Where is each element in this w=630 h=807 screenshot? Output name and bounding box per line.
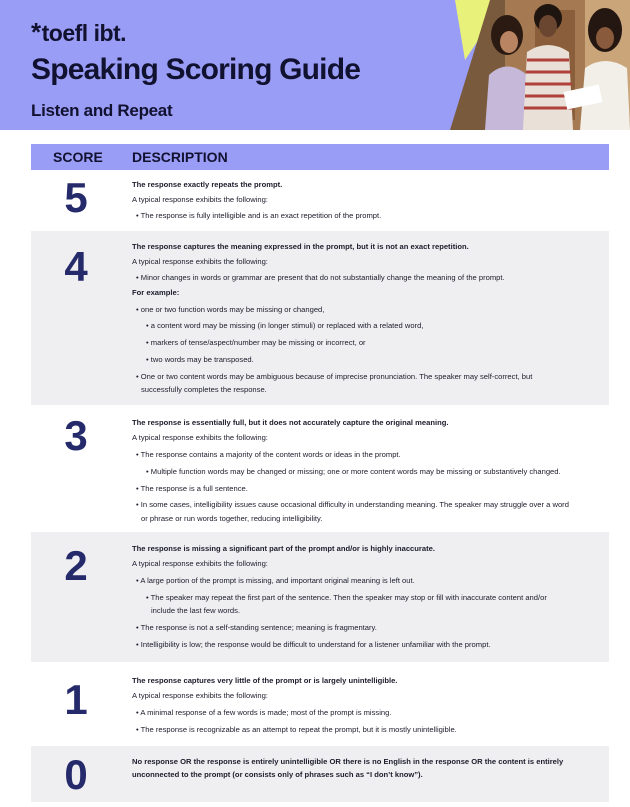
page-title: Speaking Scoring Guide — [31, 53, 361, 86]
list-item: • The response contains a majority of the content words or ideas in the prompt. — [136, 450, 401, 460]
summary: The response captures the meaning expressed in the prompt, but it is not an exact repetition. — [132, 242, 469, 251]
list-item: • The response is recognizable as an attempt to repeat the prompt, but it is mostly unintelligible. — [136, 724, 457, 734]
score-row-4 — [31, 231, 609, 405]
toefl-logo — [31, 17, 126, 48]
example-item: • two words may be transposed. — [146, 355, 254, 365]
score-row-5 — [31, 172, 609, 226]
table-header — [31, 144, 609, 170]
list-item-continued: or phrase or run words together, reducing intelligibility. — [141, 513, 323, 523]
logo-asterisk: * — [31, 17, 41, 47]
description-column-header: DESCRIPTION — [132, 149, 228, 165]
score-description — [132, 240, 602, 396]
list-item: • The response is fully intelligible and is an exact repetition of the prompt. — [136, 210, 382, 220]
score-value: 3 — [64, 412, 88, 459]
score-description — [132, 674, 602, 736]
score-value: 1 — [64, 676, 88, 723]
sub-item-continued: include the last few words. — [151, 606, 241, 616]
score-value: 4 — [64, 243, 88, 290]
list-item: • In some cases, intelligibility issues cause occasional difficulty in understanding meaning. The speaker may struggle over a word — [136, 500, 569, 510]
list-item: • Minor changes in words or grammar are present that do not substantially change the meaning of the prompt. — [136, 272, 505, 282]
list-item: • A minimal response of a few words is made; most of the prompt is missing. — [136, 708, 392, 718]
score-row-3 — [31, 408, 609, 528]
intro: A typical response exhibits the following: — [132, 195, 268, 205]
score-description — [132, 755, 602, 782]
score-row-2 — [31, 532, 609, 662]
students-photo — [445, 0, 630, 130]
summary: The response captures very little of the prompt or is largely unintelligible. — [132, 676, 398, 685]
score-value: 0 — [64, 751, 88, 798]
sub-item: • The speaker may repeat the first part of the sentence. Then the speaker may stop or fill with inaccurate content and/or — [146, 592, 547, 602]
summary-continued: unconnected to the prompt (or consists only of phrases such as “I don’t know”). — [132, 770, 423, 780]
example-label: For example: — [132, 287, 180, 297]
summary: The response is missing a significant part of the prompt and/or is highly inaccurate. — [132, 544, 435, 553]
sub-item: • Multiple function words may be changed or missing; one or more content words may be missing or substantively changed. — [146, 466, 561, 476]
summary: The response is essentially full, but it does not accurately capture the original meaning. — [132, 418, 449, 427]
list-item-continued: successfully completes the response. — [141, 385, 267, 395]
example-item: • one or two function words may be missing or changed, — [136, 304, 325, 314]
score-column-header: SCORE — [53, 149, 103, 165]
list-item: • The response is not a self-standing sentence; meaning is fragmentary. — [136, 622, 377, 632]
score-description — [132, 416, 602, 525]
example-item: • markers of tense/aspect/number may be missing or incorrect, or — [146, 338, 366, 348]
intro: A typical response exhibits the following: — [132, 559, 268, 569]
summary: No response OR the response is entirely unintelligible OR there is no English in the response OR the content is entirely — [132, 757, 564, 766]
list-item: • Intelligibility is low; the response would be difficult to understand for a listener unfamiliar with the prompt. — [136, 639, 491, 649]
page-subtitle: Listen and Repeat — [31, 101, 173, 120]
logo-text: toefl ibt. — [41, 20, 127, 46]
intro: A typical response exhibits the following: — [132, 433, 268, 443]
score-description — [132, 178, 602, 222]
summary: The response exactly repeats the prompt. — [132, 180, 283, 189]
header-banner — [0, 0, 630, 130]
score-row-0 — [31, 746, 609, 802]
score-value: 5 — [64, 174, 88, 221]
list-item: • The response is a full sentence. — [136, 483, 248, 493]
intro: A typical response exhibits the following: — [132, 257, 268, 267]
score-description — [132, 542, 602, 651]
intro: A typical response exhibits the following: — [132, 691, 268, 701]
score-value: 2 — [64, 542, 88, 589]
example-item: • a content word may be missing (in longer stimuli) or replaced with a related word, — [146, 321, 424, 331]
score-row-1 — [31, 668, 609, 740]
list-item: • A large portion of the prompt is missing, and important original meaning is left out. — [136, 576, 415, 586]
list-item: • One or two content words may be ambiguous because of imprecise pronunciation. The speaker may self-correct, but — [136, 371, 533, 381]
